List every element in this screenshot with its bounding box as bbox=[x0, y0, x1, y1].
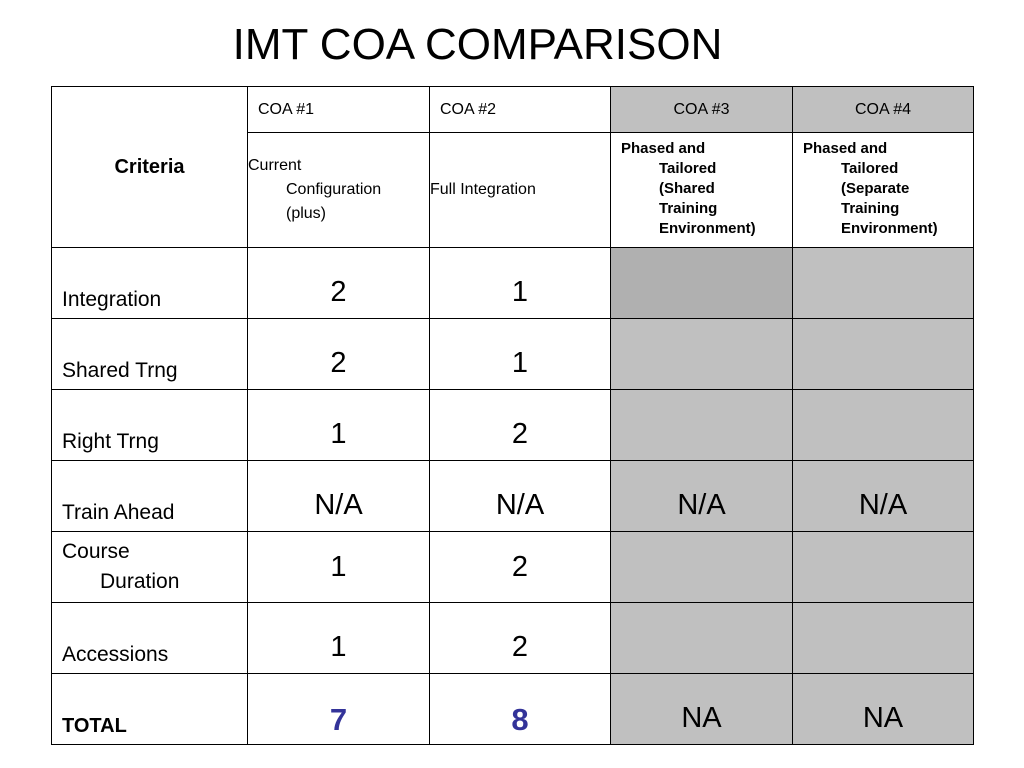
coa1-value: 2 bbox=[248, 248, 430, 319]
coa4-value bbox=[793, 390, 974, 461]
coa2-value: 2 bbox=[430, 603, 611, 674]
row-label-integration: Integration bbox=[52, 248, 248, 319]
row-label-course-duration bbox=[52, 532, 248, 603]
coa1-value: 2 bbox=[248, 319, 430, 390]
table-row bbox=[52, 603, 974, 674]
coa3-value bbox=[611, 532, 793, 603]
coa4-description bbox=[793, 133, 974, 248]
total-row bbox=[52, 674, 974, 745]
coa2-value: N/A bbox=[430, 461, 611, 532]
coa4-value: N/A bbox=[793, 461, 974, 532]
header-row bbox=[52, 87, 974, 133]
coa3-value: N/A bbox=[611, 461, 793, 532]
criteria-header: Criteria bbox=[52, 87, 248, 248]
coa3-value bbox=[611, 603, 793, 674]
coa1-value: 1 bbox=[248, 532, 430, 603]
coa2-value: 1 bbox=[430, 248, 611, 319]
total-label: TOTAL bbox=[52, 674, 248, 745]
coa3-total: NA bbox=[611, 674, 793, 745]
table-row bbox=[52, 390, 974, 461]
coa4-value bbox=[793, 319, 974, 390]
coa2-value: 2 bbox=[430, 532, 611, 603]
coa4-value bbox=[793, 532, 974, 603]
coa3-value bbox=[611, 390, 793, 461]
coa1-desc-line: Current bbox=[248, 157, 302, 174]
coa1-value: 1 bbox=[248, 603, 430, 674]
coa4-desc-line: Phased and bbox=[803, 140, 888, 157]
row-label-right-trng: Right Trng bbox=[52, 390, 248, 461]
coa1-value: N/A bbox=[248, 461, 430, 532]
coa2-value: 2 bbox=[430, 390, 611, 461]
coa3-desc-line: Tailored bbox=[659, 160, 717, 177]
row-label-train-ahead: Train Ahead bbox=[52, 461, 248, 532]
coa3-description bbox=[611, 133, 793, 248]
coa4-desc-line: Tailored bbox=[841, 160, 899, 177]
coa4-value bbox=[793, 603, 974, 674]
coa1-value: 1 bbox=[248, 390, 430, 461]
row-label-line: Course bbox=[62, 540, 130, 563]
row-label-shared-trng: Shared Trng bbox=[52, 319, 248, 390]
coa-comparison-table bbox=[51, 86, 974, 745]
coa4-total: NA bbox=[793, 674, 974, 745]
coa2-description: Full Integration bbox=[430, 133, 611, 248]
page-title: IMT COA COMPARISON bbox=[232, 20, 723, 69]
coa2-total: 8 bbox=[430, 674, 611, 745]
coa4-header: COA #4 bbox=[793, 87, 974, 133]
coa4-desc-line: Environment) bbox=[841, 220, 938, 237]
coa1-header: COA #1 bbox=[248, 87, 430, 133]
table-row bbox=[52, 319, 974, 390]
table-row bbox=[52, 461, 974, 532]
coa1-total: 7 bbox=[248, 674, 430, 745]
coa2-header: COA #2 bbox=[430, 87, 611, 133]
coa3-value bbox=[611, 248, 793, 319]
coa3-header: COA #3 bbox=[611, 87, 793, 133]
coa3-value bbox=[611, 319, 793, 390]
coa3-desc-line: Environment) bbox=[659, 220, 756, 237]
coa2-value: 1 bbox=[430, 319, 611, 390]
coa1-description bbox=[248, 133, 430, 248]
coa1-desc-line: Configuration bbox=[286, 181, 382, 198]
coa3-desc-line: Phased and bbox=[621, 140, 706, 157]
coa4-value bbox=[793, 248, 974, 319]
coa1-desc-line: (plus) bbox=[286, 205, 327, 222]
table-row bbox=[52, 532, 974, 603]
coa3-desc-line: Training bbox=[659, 200, 718, 217]
coa4-desc-line: Training bbox=[841, 200, 900, 217]
row-label-line: Duration bbox=[100, 570, 180, 593]
coa3-desc-line: (Shared bbox=[659, 180, 715, 197]
coa4-desc-line: (Separate bbox=[841, 180, 910, 197]
row-label-accessions: Accessions bbox=[52, 603, 248, 674]
table-row bbox=[52, 248, 974, 319]
